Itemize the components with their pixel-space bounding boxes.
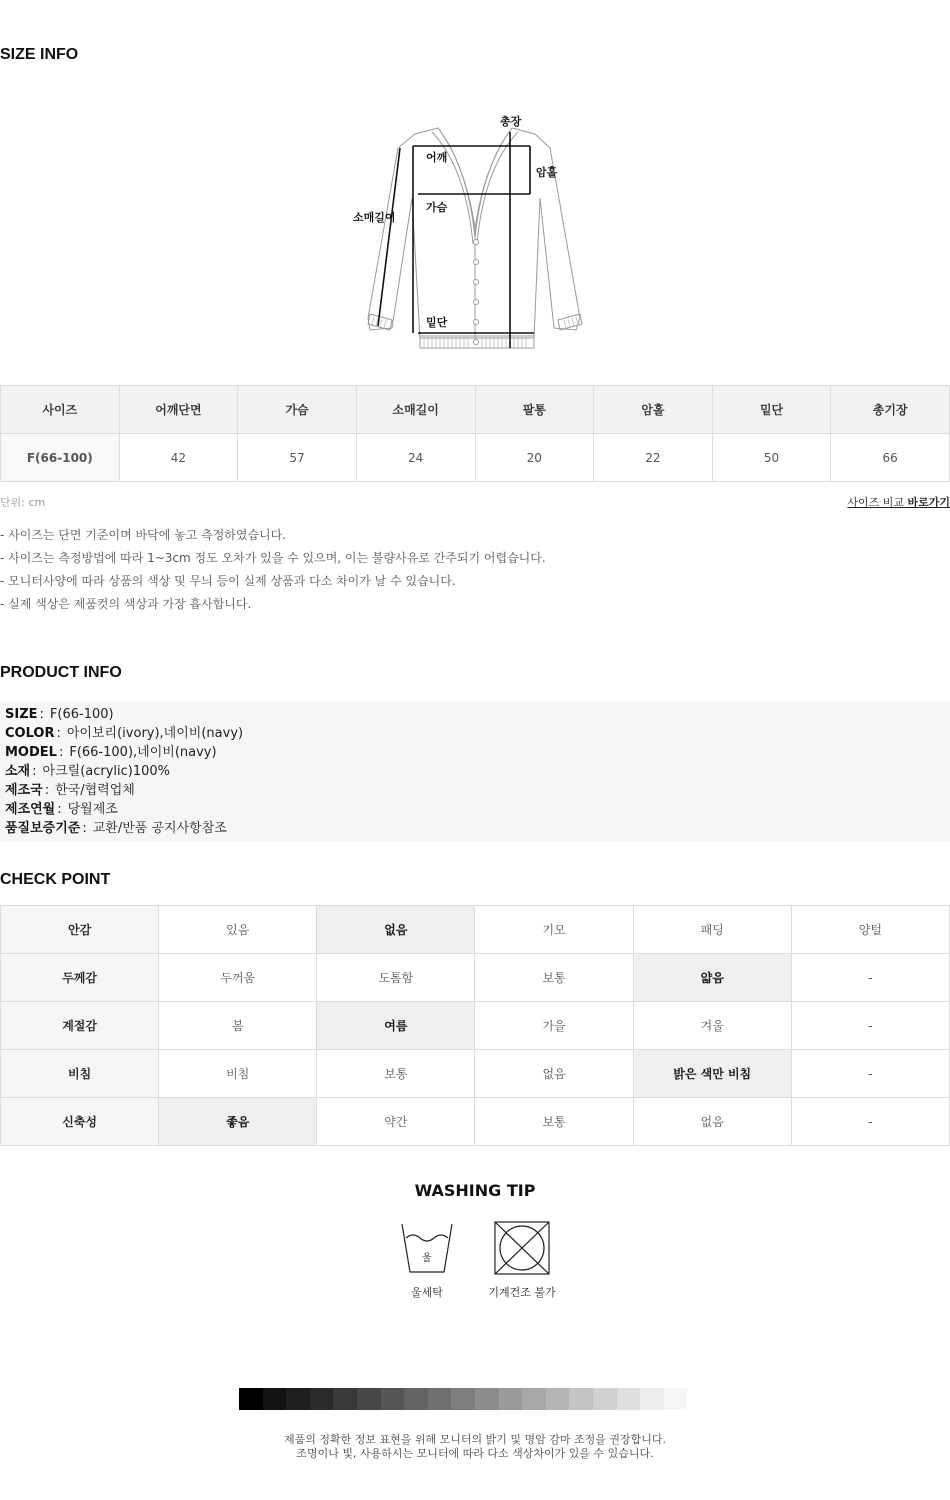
gray-swatch [263, 1388, 287, 1410]
size-table [0, 385, 950, 482]
gray-swatch [404, 1388, 428, 1410]
product-info-value: 아이보리(ivory),네이비(navy) [66, 726, 244, 741]
size-value-cell: 22 [594, 434, 713, 482]
check-option: 약간 [317, 1098, 475, 1146]
check-row-label: 계절감 [1, 1002, 159, 1050]
size-header-cell: 밑단 [712, 386, 831, 434]
gray-swatch [546, 1388, 570, 1410]
gray-swatch [475, 1388, 499, 1410]
product-info-row: 제조연월 : 당월제조 [5, 802, 118, 817]
check-option: 밝은 색만 비침 [633, 1050, 791, 1098]
wash-caption: 기계건조 불가 [488, 1286, 556, 1299]
check-option: - [791, 1002, 949, 1050]
wool-wash-inner-label: 울 [422, 1253, 432, 1264]
check-option: - [791, 954, 949, 1002]
wash-item-no-dry [486, 1220, 558, 1300]
size-value-cell: 20 [475, 434, 594, 482]
gray-swatch [310, 1388, 334, 1410]
size-compare-go: 바로가기 [907, 496, 950, 509]
product-info-key: 소재 [5, 764, 31, 779]
diagram-label-sleeve: 소매길이 [353, 211, 396, 224]
check-option: 보통 [475, 1098, 633, 1146]
product-info-value: 아크릴(acrylic)100% [42, 764, 171, 779]
cardigan-illustration [340, 108, 610, 358]
product-info-row: 품질보증기준 : 교환/반품 공지사항참조 [5, 821, 227, 836]
size-compare-prefix: 사이즈 비교 [847, 496, 904, 509]
gray-swatch [569, 1388, 593, 1410]
size-notes [0, 527, 546, 619]
check-option: 없음 [633, 1098, 791, 1146]
product-info-row: COLOR : 아이보리(ivory),네이비(navy) [5, 726, 244, 741]
size-header-cell: 암홀 [594, 386, 713, 434]
size-table-header-row [1, 386, 950, 434]
size-compare-link[interactable] [847, 494, 950, 510]
check-option: 좋음 [159, 1098, 317, 1146]
product-info-row: 소재 : 아크릴(acrylic)100% [5, 764, 171, 779]
check-row [1, 906, 950, 954]
gray-swatch [640, 1388, 664, 1410]
gray-swatch [499, 1388, 523, 1410]
monitor-notice [0, 1433, 950, 1461]
check-option: 보통 [317, 1050, 475, 1098]
gray-swatch [617, 1388, 641, 1410]
product-info-value: 당월제조 [67, 802, 118, 817]
check-point-title: CHECK POINT [0, 871, 111, 888]
no-tumble-dry-icon [486, 1220, 558, 1276]
check-option: 없음 [317, 906, 475, 954]
product-info-value: F(66-100),네이비(navy) [69, 745, 217, 760]
check-row-label: 신축성 [1, 1098, 159, 1146]
size-info-title: SIZE INFO [0, 46, 79, 63]
monitor-notice-line: 조명이나 빛, 사용하시는 모니터에 따라 다소 색상차이가 있을 수 있습니다. [296, 1447, 654, 1460]
size-value-cell: 50 [712, 434, 831, 482]
product-info-value: 한국/협력업체 [55, 783, 135, 798]
wash-item-wool [397, 1222, 457, 1300]
size-note: - 모니터사양에 따라 상품의 색상 및 무늬 등이 실제 상품과 다소 차이가 날 수 있습니다. [0, 574, 456, 588]
check-row [1, 954, 950, 1002]
check-option: 기모 [475, 906, 633, 954]
check-option: - [791, 1050, 949, 1098]
product-info-box [0, 701, 950, 841]
product-info-key: MODEL [5, 745, 57, 760]
wash-caption: 울세탁 [411, 1286, 443, 1299]
size-header-cell: 소매길이 [356, 386, 475, 434]
gray-swatch [286, 1388, 310, 1410]
diagram-label-hem: 밑단 [426, 316, 448, 329]
check-option: 겨울 [633, 1002, 791, 1050]
size-header-cell: 어깨단면 [119, 386, 238, 434]
check-option: 있음 [159, 906, 317, 954]
product-info-value: F(66-100) [49, 707, 114, 722]
check-option: 도톰함 [317, 954, 475, 1002]
size-value-cell: 24 [356, 434, 475, 482]
diagram-label-chest: 가슴 [426, 201, 448, 214]
product-info-key: SIZE [5, 707, 38, 722]
garment-diagram [340, 108, 610, 358]
check-row-label: 비침 [1, 1050, 159, 1098]
size-header-cell: 가슴 [238, 386, 357, 434]
gray-swatch [664, 1388, 688, 1410]
gray-swatch [428, 1388, 452, 1410]
gray-swatch [451, 1388, 475, 1410]
check-option: 비침 [159, 1050, 317, 1098]
size-note: - 사이즈는 단면 기준이며 바닥에 놓고 측정하였습니다. [0, 528, 287, 542]
check-option: 보통 [475, 954, 633, 1002]
size-value-cell: 57 [238, 434, 357, 482]
product-info-row: MODEL : F(66-100),네이비(navy) [5, 745, 217, 760]
size-table-row [1, 434, 950, 482]
monitor-notice-line: 제품의 정확한 정보 표현을 위해 모니터의 밝기 및 명암 감마 조정을 권장합니다. [284, 1433, 666, 1446]
check-row-label: 안감 [1, 906, 159, 954]
check-option: - [791, 1098, 949, 1146]
check-option: 가을 [475, 1002, 633, 1050]
gray-swatch [522, 1388, 546, 1410]
product-info-row: 제조국 : 한국/협력업체 [5, 783, 135, 798]
size-value-cell: F(66-100) [1, 434, 120, 482]
gray-swatch [333, 1388, 357, 1410]
diagram-label-length: 총장 [500, 115, 522, 128]
diagram-label-armhole: 암홀 [536, 166, 558, 179]
washing-tip-title: WASHING TIP [414, 1181, 536, 1200]
product-info-key: 제조국 [5, 783, 43, 798]
size-value-cell: 66 [831, 434, 950, 482]
check-option: 양털 [791, 906, 949, 954]
product-info-key: 품질보증기준 [5, 821, 81, 836]
product-info-row: SIZE : F(66-100) [5, 707, 114, 722]
size-header-cell: 사이즈 [1, 386, 120, 434]
gray-swatch [593, 1388, 617, 1410]
check-option: 얇음 [633, 954, 791, 1002]
gray-swatch [381, 1388, 405, 1410]
size-note: - 사이즈는 측정방법에 따라 1~3cm 정도 오차가 있을 수 있으며, 이는 불량사유로 간주되기 어렵습니다. [0, 551, 546, 565]
check-option: 두꺼움 [159, 954, 317, 1002]
size-note: - 실제 색상은 제품컷의 색상과 가장 흡사합니다. [0, 597, 252, 611]
monitor-gray-scale [239, 1388, 711, 1410]
check-row-label: 두께감 [1, 954, 159, 1002]
size-header-cell: 총기장 [831, 386, 950, 434]
product-info-value: 교환/반품 공지사항참조 [92, 821, 227, 836]
size-value-cell: 42 [119, 434, 238, 482]
diagram-label-shoulder: 어깨 [426, 151, 448, 164]
check-option: 없음 [475, 1050, 633, 1098]
check-row [1, 1002, 950, 1050]
size-header-cell: 팔통 [475, 386, 594, 434]
unit-label: 단위: cm [0, 496, 46, 509]
check-option: 봄 [159, 1002, 317, 1050]
product-info-key: 제조연월 [5, 802, 56, 817]
gray-swatch [687, 1388, 711, 1410]
check-row [1, 1050, 950, 1098]
check-point-table [0, 905, 950, 1146]
gray-swatch [357, 1388, 381, 1410]
check-option: 여름 [317, 1002, 475, 1050]
gray-swatch [239, 1388, 263, 1410]
product-info-key: COLOR [5, 726, 55, 741]
product-info-title: PRODUCT INFO [0, 664, 122, 681]
check-option: 패딩 [633, 906, 791, 954]
check-row [1, 1098, 950, 1146]
